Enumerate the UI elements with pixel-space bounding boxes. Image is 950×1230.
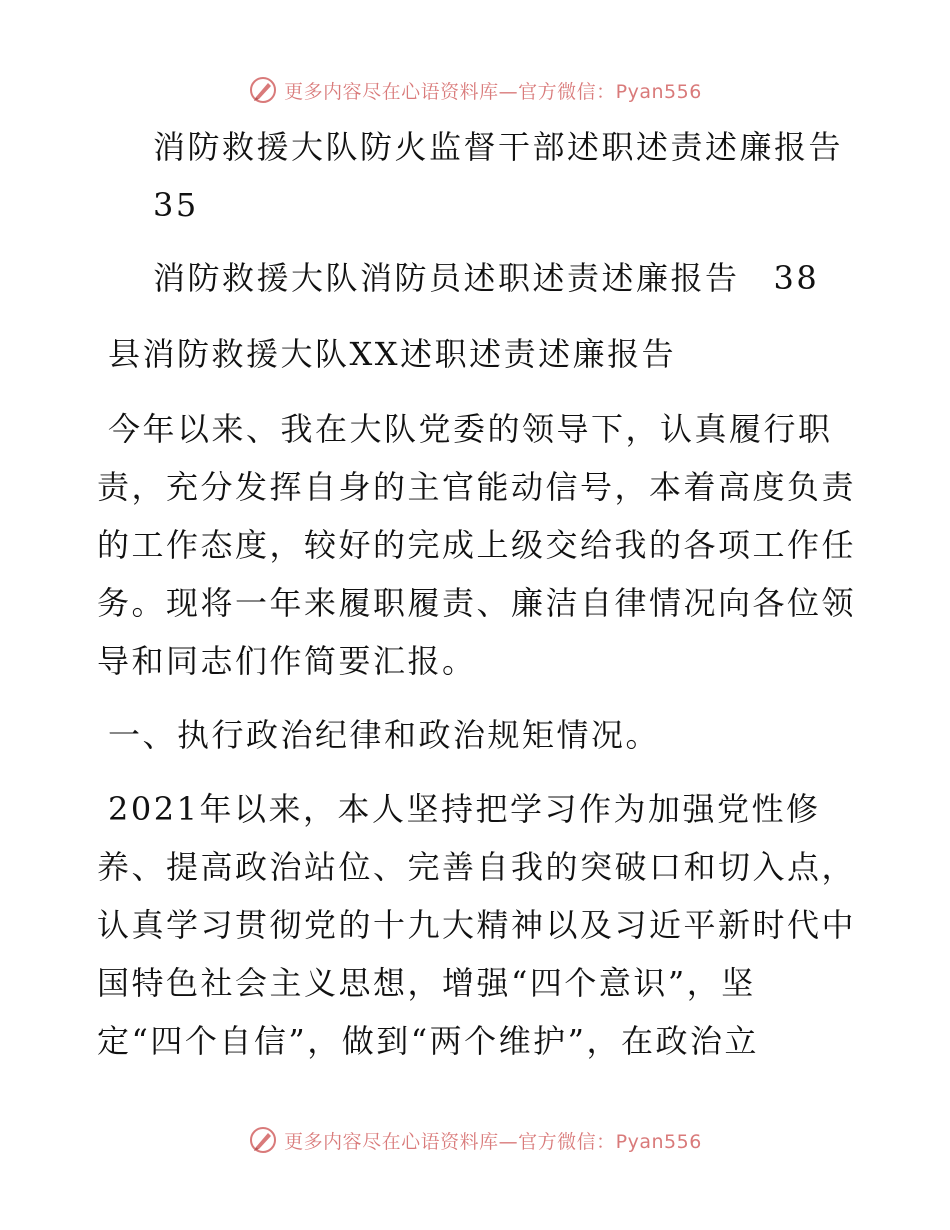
pen-logo-icon [248, 1125, 278, 1155]
toc-entry [153, 258, 819, 298]
toc-entry-page: 38 [773, 259, 820, 297]
paragraph-line: 2021年以来，本人坚持把学习作为加强党性修 [108, 790, 821, 828]
paragraph-line: 定“四个自信”，做到“两个维护”，在政治立 [97, 1022, 759, 1060]
paragraph-line: 今年以来、我在大队党委的领导下，认真履行职 [108, 410, 833, 448]
document-heading: 县消防救援大队XX述职述责述廉报告 [108, 335, 677, 373]
paragraph-line: 认真学习贯彻党的十九大精神以及习近平新时代中 [97, 906, 857, 944]
section-heading: 一、执行政治纪律和政治规矩情况。 [108, 716, 661, 754]
toc-entry-title: 消防救援大队消防员述职述责述廉报告 [153, 259, 740, 297]
pen-logo-icon [248, 75, 278, 105]
toc-entry-page: 35 [153, 186, 199, 224]
footer-watermark [0, 1120, 950, 1160]
paragraph-line: 责，充分发挥自身的主官能动信号，本着高度负责 [97, 468, 857, 506]
paragraph-line: 国特色社会主义思想，增强“四个意识”，坚 [97, 964, 756, 1002]
paragraph-line: 养、提高政治站位、完善自我的突破口和切入点， [97, 848, 857, 886]
toc-entry-title: 消防救援大队防火监督干部述职述责述廉报告 [153, 128, 844, 166]
paragraph-line: 导和同志们作简要汇报。 [97, 642, 477, 680]
paragraph-line: 的工作态度，较好的完成上级交给我的各项工作任 [97, 526, 857, 564]
header-watermark [0, 70, 950, 110]
watermark-text: 更多内容尽在心语资料库—官方微信：Pyan556 [284, 1130, 702, 1153]
watermark-text: 更多内容尽在心语资料库—官方微信：Pyan556 [284, 80, 702, 103]
paragraph-line: 务。现将一年来履职履责、廉洁自律情况向各位领 [97, 584, 857, 622]
